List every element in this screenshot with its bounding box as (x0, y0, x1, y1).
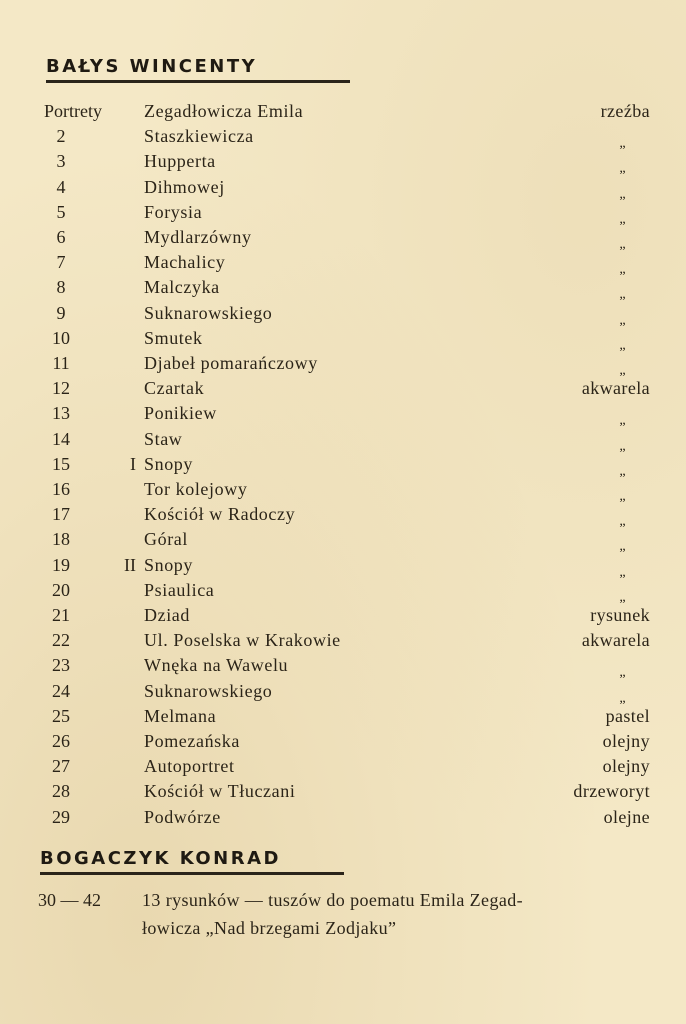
entry-number: 28 (52, 781, 70, 802)
entry-title: Góral (144, 529, 188, 550)
entry-title: Kościół w Radoczy (144, 504, 296, 525)
entry-number: 6 (56, 227, 66, 247)
entry-number: 3 (56, 151, 66, 172)
entry-technique: pastel (605, 705, 650, 726)
entry-row (0, 753, 686, 779)
entry-number: 8 (56, 277, 66, 298)
entry-technique-ditto: „ (619, 337, 626, 353)
entry-row (0, 174, 686, 200)
entry-number: 20 (52, 579, 70, 600)
entry-roman-numeral: I (130, 453, 136, 474)
entry-title: Zegadłowicza Emila (144, 101, 304, 121)
entry-title: Djabeł pomarańczowy (144, 353, 318, 373)
entry-row (0, 577, 686, 603)
entry-technique-ditto: „ (619, 363, 626, 378)
heading-underline (46, 80, 350, 83)
entry-number: 21 (52, 605, 70, 625)
entry-technique: olejne (603, 806, 650, 827)
entry-technique: rzeźba (600, 101, 650, 121)
entry-technique-ditto: „ (619, 589, 626, 605)
entry-technique-ditto: „ (619, 690, 626, 706)
artist-heading-balys: BAŁYS WINCENTY (46, 56, 258, 77)
entry-number: 7 (56, 252, 66, 273)
entry-title: Psiaulica (144, 579, 215, 600)
entry-row (0, 728, 686, 754)
entry-title: Malczyka (144, 277, 220, 298)
entry-row (0, 501, 686, 530)
entry-title: Staw (144, 428, 183, 449)
entry-technique-ditto: „ (619, 413, 626, 429)
entry-row (0, 703, 686, 729)
entry-technique-ditto: „ (619, 463, 626, 479)
entry-number: 4 (56, 176, 66, 197)
entry-number: 26 (52, 731, 70, 751)
entry-row (0, 804, 686, 830)
entry-number: 14 (52, 428, 70, 449)
entry-row (0, 300, 686, 326)
entry-title: Podwórze (144, 806, 221, 827)
entry-number: 22 (52, 630, 70, 651)
entry-number: 29 (52, 806, 70, 827)
entry-range-number: 30 — 42 (38, 890, 101, 910)
entry-title: Suknarowskiego (144, 302, 273, 323)
entry-group-label: Portrety (44, 101, 102, 121)
entry-number: 2 (56, 126, 66, 147)
entry-title: Czartak (144, 378, 205, 399)
entry-row (0, 325, 686, 351)
entry-technique-ditto: „ (619, 211, 626, 227)
entry-technique-ditto: „ (619, 161, 626, 177)
entry-number: 24 (52, 680, 70, 701)
entry-technique: drzeworyt (573, 781, 650, 802)
artist-heading-bogaczyk: BOGACZYK KONRAD (40, 848, 281, 869)
entry-title: Machalicy (144, 252, 226, 273)
entry-number: 16 (52, 479, 70, 499)
entry-technique-ditto: „ (619, 665, 626, 681)
entry-row (0, 375, 686, 401)
entry-number: 15 (52, 453, 70, 474)
entry-technique-ditto: „ (619, 136, 626, 152)
entry-row (0, 678, 686, 704)
entry-technique: akwarela (581, 378, 650, 399)
entry-technique-ditto: „ (619, 564, 626, 580)
entry-title: Snopy (144, 453, 194, 474)
entry-technique: olejny (602, 731, 650, 751)
entry-title: Forysia (144, 201, 203, 222)
entry-title: Melmana (144, 705, 217, 726)
entry-number: 13 (52, 403, 70, 424)
entry-number: 25 (52, 705, 70, 726)
entry-technique-ditto: „ (619, 489, 626, 504)
entry-title: Snopy (144, 554, 194, 575)
entry-number: 11 (52, 353, 70, 373)
heading-underline (40, 872, 344, 875)
entry-row (0, 627, 686, 653)
entry-technique-ditto: „ (619, 312, 626, 328)
entry-technique-ditto: „ (619, 237, 626, 252)
entry-number: 9 (56, 302, 66, 323)
entry-row (0, 602, 686, 628)
entry-technique-ditto: „ (619, 262, 626, 278)
entry-row (0, 123, 686, 152)
entry-technique: rysunek (590, 605, 650, 625)
entry-title: Kościół w Tłuczani (144, 781, 296, 802)
entry-row (0, 274, 686, 303)
entry-row (0, 778, 686, 804)
entry-title: Tor kolejowy (144, 479, 248, 499)
entry-row (0, 526, 686, 555)
entry-technique-ditto: „ (619, 186, 626, 202)
entry-technique-ditto: „ (619, 287, 626, 303)
entry-title: Smutek (144, 327, 203, 348)
entry-technique: olejny (602, 756, 650, 777)
entry-number: 17 (52, 504, 70, 525)
entry-number: 10 (52, 327, 70, 348)
entry-technique: akwarela (581, 630, 650, 651)
entry-row (0, 98, 686, 124)
entry-title: Ul. Poselska w Krakowie (144, 630, 341, 651)
entry-row (0, 199, 686, 225)
entry-number: 27 (52, 756, 70, 777)
entry-title: Dziad (144, 605, 190, 625)
entry-row (0, 451, 686, 477)
entry-number: 18 (52, 529, 70, 550)
entry-title: Mydlarzówny (144, 227, 252, 247)
entry-technique-ditto: „ (619, 539, 626, 555)
entry-title: Suknarowskiego (144, 680, 273, 701)
entry-description-line1: 13 rysunków — tuszów do poematu Emila Zegad- (142, 890, 524, 910)
entry-title: Dihmowej (144, 176, 225, 197)
entry-title: Ponikiew (144, 403, 217, 424)
entry-title: Wnęka na Wawelu (144, 655, 289, 676)
entry-row (0, 148, 686, 177)
entry-number: 19 (52, 554, 70, 575)
entry-number: 12 (52, 378, 70, 399)
entry-row (0, 249, 686, 278)
entry-title: Pomezańska (144, 731, 240, 751)
entry-number: 23 (52, 655, 70, 676)
entry-title: Hupperta (144, 151, 216, 172)
entry-row (0, 224, 686, 250)
entry-technique-ditto: „ (619, 514, 626, 530)
entry-row (0, 552, 686, 578)
entry-title: Staszkiewicza (144, 126, 254, 147)
entry-title: Autoportret (144, 756, 235, 777)
entry-roman-numeral: II (124, 554, 136, 575)
entry-number: 5 (56, 201, 66, 222)
entry-row (0, 476, 686, 502)
entry-row (0, 652, 686, 681)
entry-row (0, 400, 686, 429)
entry-description-line2: łowicza „Nad brzegami Zodjaku” (142, 918, 397, 938)
entry-row (0, 350, 686, 376)
entry-row (0, 426, 686, 452)
entry-technique-ditto: „ (619, 438, 626, 454)
